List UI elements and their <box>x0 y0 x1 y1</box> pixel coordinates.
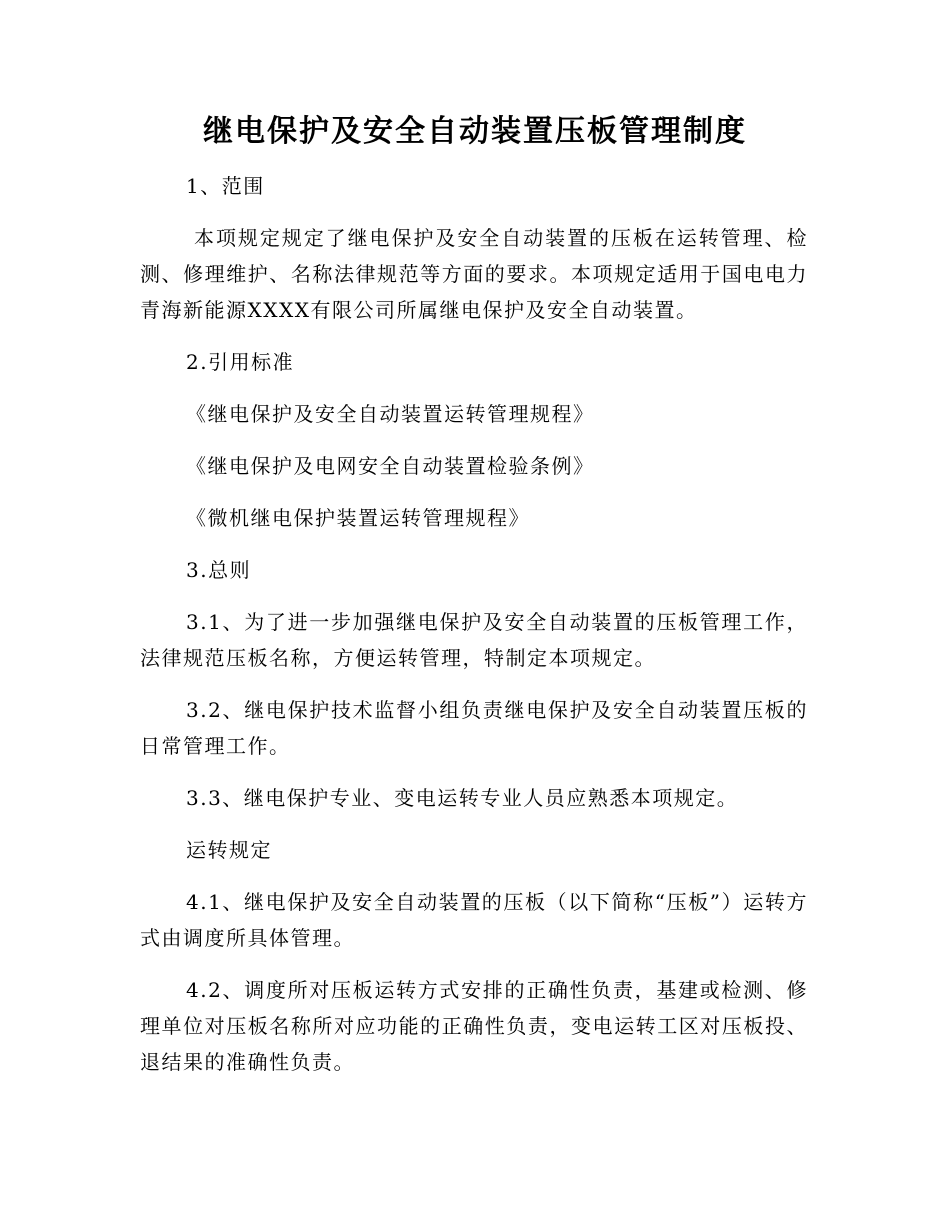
scope-paragraph: 本项规定规定了继电保护及安全自动装置的压板在运转管理、检测、修理维护、名称法律规范等方面的要求。本项规定适用于国电电力青海新能源XXXX有限公司所属继电保护及安全自动装置。 <box>140 226 808 322</box>
document-title: 继电保护及安全自动装置压板管理制度 <box>203 114 747 149</box>
document-body <box>140 168 808 1096</box>
clause-paragraph: 3.2、继电保护技术监督小组负责继电保护及安全自动装置压板的日常管理工作。 <box>140 698 808 758</box>
clause-paragraph: 4.2、调度所对压板运转方式安排的正确性负责，基建或检测、修理单位对压板名称所对应功能的正确性负责，变电运转工区对压板投、退结果的准确性负责。 <box>140 978 808 1074</box>
section-heading-references: 2.引用标准 <box>186 350 295 374</box>
reference-item: 《继电保护及安全自动装置运转管理规程》 <box>186 402 595 426</box>
clause-paragraph: 3.1、为了进一步加强继电保护及安全自动装置的压板管理工作，法律规范压板名称，方便运转管理，特制定本项规定。 <box>140 610 808 670</box>
section-heading-general: 3.总则 <box>186 558 252 582</box>
section-heading-scope: 1、范围 <box>186 174 265 198</box>
section-heading-operation: 运转规定 <box>186 838 272 862</box>
reference-item: 《微机继电保护装置运转管理规程》 <box>186 506 530 530</box>
reference-item: 《继电保护及电网安全自动装置检验条例》 <box>186 454 595 478</box>
clause-paragraph: 4.1、继电保护及安全自动装置的压板（以下简称“压板”）运转方式由调度所具体管理。 <box>140 890 808 950</box>
clause-paragraph: 3.3、继电保护专业、变电运转专业人员应熟悉本项规定。 <box>186 786 739 810</box>
